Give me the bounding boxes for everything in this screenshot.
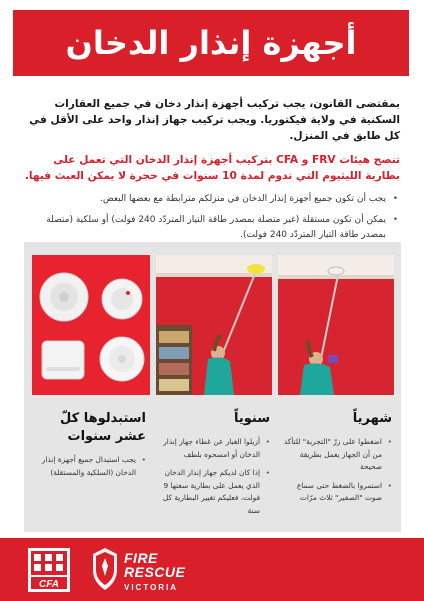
- footer: [0, 538, 424, 601]
- intro-section: [24, 96, 400, 249]
- yearly-heading: سنوياً: [233, 411, 270, 426]
- smoke-alarms-photo: [32, 255, 150, 395]
- frv-logo-text: [124, 551, 185, 594]
- dusting-alarm-photo: [156, 255, 272, 395]
- monthly-item: • استمروا بالضغط حتى سماع صوت "الصفير" ثلاث مرّات: [280, 480, 392, 505]
- cfa-logo-text: CFA: [39, 579, 59, 590]
- frv-crest-icon: [90, 546, 120, 592]
- decade-column: [34, 410, 146, 485]
- decade-list: [34, 454, 146, 479]
- testing-alarm-photo: [278, 255, 394, 395]
- decade-item: • يجب استبدال جميع أجهزة إنذار الدخان (السلكية والمستقلة): [34, 454, 146, 479]
- intro-bullet: • يجب أن تكون جميع أجهزة إنذار الدخان في منزلكم مترابطة مع بعضها البعض.: [24, 192, 400, 207]
- intro-bullet: • يمكن أن تكون مستقلة (غير متصلة بمصدر طاقة التيار المتردّد 240 فولت) أو سلكية (متصلة بمصدر طاقة التيار المتردّد 240 فولت).: [24, 213, 400, 243]
- dusting-illustration: [156, 255, 272, 395]
- yearly-item: • أزيلوا الغبار عن غطاء جهاز إنذار الدخان أو امسحوه بلطف: [158, 436, 270, 461]
- decade-heading: استبدلوها كلّ عشر سنوات: [60, 411, 146, 444]
- yearly-item: • إذا كان لديكم جهاز إنذار الدخان الذي يعمل على بطارية سعتها 9 فولت، فعليكم تغيير البطارية كل سنة: [158, 467, 270, 517]
- cfa-logo: [28, 548, 70, 592]
- page-title: أجهزة إنذار الدخان: [65, 24, 357, 62]
- testing-illustration: [278, 255, 394, 395]
- law-paragraph: بمقتضى القانون، يجب تركيب أجهزة إنذار دخان في جميع العقارات السكنية في ولاية فيكتوريا. ويجب تركيب جهاز إنذار واحد على الأقل في كل طابق في المنزل.: [29, 98, 400, 142]
- monthly-item: • اضغطوا على زرّ "التجربة" للتأكد من أن الجهاز يعمل بطريقة صحيحة: [280, 436, 392, 474]
- smoke-alarms-illustration: [32, 255, 150, 395]
- yearly-column: [158, 410, 270, 523]
- frv-line-rescue: RESCUE: [124, 564, 186, 580]
- recommendation-paragraph: تنصح هيئات FRV و CFA بتركيب أجهزة إنذار الدخان التي تعمل على بطارية الليثيوم التي تدوم لمدة 10 سنوات في حجرة لا يمكن العبث فيها.: [24, 154, 400, 182]
- monthly-heading: شهرياً: [352, 411, 392, 426]
- title-banner: [13, 10, 409, 76]
- monthly-column: [280, 410, 392, 511]
- header: [0, 0, 424, 87]
- intro-bullet-list: [24, 192, 400, 243]
- monthly-list: [280, 436, 392, 505]
- yearly-list: [158, 436, 270, 517]
- frv-line-fire: FIRE: [124, 550, 158, 566]
- frv-line-victoria: VICTORIA: [124, 583, 179, 592]
